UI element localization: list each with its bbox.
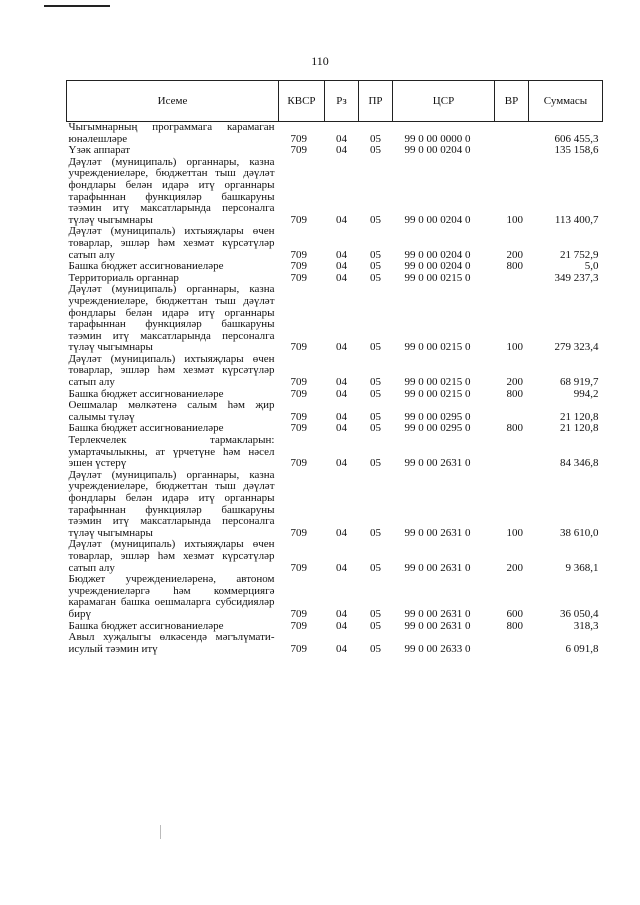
table-row: [67, 632, 603, 655]
cell-rz: 04: [336, 271, 347, 284]
cell-name: Башка бюджет ассигнованиеләре: [68, 260, 224, 273]
cell-pr: 05: [370, 422, 381, 435]
cell-csr: 99 0 00 0295 0: [404, 422, 471, 435]
cell-kvsr: 709: [290, 132, 307, 145]
cell-pr: 05: [370, 144, 381, 157]
table-body: [67, 122, 603, 656]
cell-sum: 5,0: [584, 260, 599, 273]
cell-csr: 99 0 00 0215 0: [404, 341, 471, 354]
cell-sum: 6 091,8: [565, 642, 599, 655]
cell-name: Үзәк аппарат: [68, 144, 131, 157]
cell-sum: 36 050,4: [560, 607, 599, 620]
header-csr: ЦСР: [393, 81, 495, 122]
cell-csr: 99 0 00 2631 0: [404, 561, 471, 574]
cell-sum: 994,2: [573, 387, 599, 400]
cell-pr: 05: [370, 260, 381, 273]
cell-rz: 04: [336, 248, 347, 261]
cell-sum: 279 323,4: [554, 341, 599, 354]
cell-vr: 800: [506, 422, 523, 435]
cell-rz: 04: [336, 607, 347, 620]
cell-sum: 68 919,7: [560, 376, 599, 389]
cell-csr: 99 0 00 0295 0: [404, 410, 471, 423]
cell-rz: 04: [336, 144, 347, 157]
cell-rz: 04: [336, 619, 347, 632]
cell-rz: 04: [336, 457, 347, 470]
cell-csr: 99 0 00 0215 0: [404, 271, 471, 284]
cell-name: Башка бюджет ассигнованиеләре: [68, 387, 224, 400]
cell-name: Чыгымнарның программага карамаган юнәлешләре: [68, 121, 275, 145]
cell-name: Авыл хуҗалыгы өлкәсендә мәгълүмати-исулый тәэмин итү: [68, 631, 275, 655]
cell-pr: 05: [370, 619, 381, 632]
cell-pr: 05: [370, 607, 381, 620]
cell-kvsr: 709: [290, 387, 307, 400]
cell-csr: 99 0 00 2631 0: [404, 607, 471, 620]
cell-vr: 100: [506, 526, 523, 539]
cell-vr: 800: [506, 387, 523, 400]
cell-vr: [495, 435, 529, 470]
cell-vr: 200: [506, 376, 523, 389]
cell-pr: 05: [370, 213, 381, 226]
cell-kvsr: 709: [290, 260, 307, 273]
cell-csr: 99 0 00 0204 0: [404, 213, 471, 226]
header-name: Исеме: [67, 81, 279, 122]
cell-name: Дәүләт (муниципаль) ихтыяҗлары өчен товарлар, эшләр һәм хезмәт күрсәтүләр сатып алу: [68, 225, 275, 261]
cell-kvsr: 709: [290, 248, 307, 261]
cell-vr: [495, 122, 529, 146]
header-sum: Суммасы: [529, 81, 603, 122]
table-row: [67, 261, 603, 273]
cell-vr: 800: [506, 260, 523, 273]
cell-name: Оешмалар мөлкәтенә салым һәм җир салымы түләү: [68, 399, 275, 423]
header-vr: ВР: [495, 81, 529, 122]
cell-vr: 600: [506, 607, 523, 620]
table-row: [67, 539, 603, 574]
table-row: [67, 284, 603, 354]
cell-kvsr: 709: [290, 410, 307, 423]
cell-vr: 100: [506, 213, 523, 226]
cell-rz: 04: [336, 213, 347, 226]
cell-pr: 05: [370, 561, 381, 574]
cell-sum: 38 610,0: [560, 526, 599, 539]
cell-sum: 21 752,9: [560, 248, 599, 261]
table-row: [67, 157, 603, 227]
cell-kvsr: 709: [290, 213, 307, 226]
cell-pr: 05: [370, 271, 381, 284]
cell-kvsr: 709: [290, 526, 307, 539]
cell-name: Башка бюджет ассигнованиеләре: [68, 422, 224, 435]
cell-rz: 04: [336, 410, 347, 423]
cell-csr: 99 0 00 0204 0: [404, 144, 471, 157]
table-row: [67, 122, 603, 146]
cell-sum: 606 455,3: [554, 132, 599, 145]
cell-rz: 04: [336, 526, 347, 539]
cell-kvsr: 709: [290, 376, 307, 389]
cell-name: Дәүләт (муниципаль) органнары, казна учреждениеләре, бюджеттан тыш дәүләт фондлары белән идарә итү органнары тарафыннан функцияләр башкаруны тәэмин итү максатларында персоналга түләү чыгымнары: [68, 468, 275, 539]
table-row: [67, 574, 603, 620]
cell-sum: 21 120,8: [560, 422, 599, 435]
cell-pr: 05: [370, 642, 381, 655]
cell-rz: 04: [336, 260, 347, 273]
cell-csr: 99 0 00 0204 0: [404, 248, 471, 261]
cell-name: Дәүләт (муниципаль) ихтыяҗлары өчен товарлар, эшләр һәм хезмәт күрсәтүләр сатып алу: [68, 352, 275, 389]
top-rule: [44, 5, 110, 7]
header-kvsr: КВСР: [279, 81, 325, 122]
cell-name: Дәүләт (муниципаль) органнары, казна учреждениеләре, бюджеттан тыш дәүләт фондлары белән идарә итү органнары тарафыннан функцияләр башкаруны тәэмин итү максатларында персоналга түләү чыгымнары: [68, 155, 275, 226]
cell-vr: 200: [506, 561, 523, 574]
header-pr: ПР: [359, 81, 393, 122]
cell-pr: 05: [370, 341, 381, 354]
cell-csr: 99 0 00 0000 0: [404, 132, 471, 145]
cell-pr: 05: [370, 132, 381, 145]
table-row: [67, 226, 603, 261]
cell-kvsr: 709: [290, 271, 307, 284]
cell-rz: 04: [336, 387, 347, 400]
cell-rz: 04: [336, 642, 347, 655]
cell-rz: 04: [336, 341, 347, 354]
cell-name: Дәүләт (муниципаль) органнары, казна учреждениеләре, бюджеттан тыш дәүләт фондлары белән идарә итү органнары тарафыннан функцияләр башкаруны тәэмин итү максатларында персоналга түләү чыгымнары: [68, 283, 275, 354]
cell-rz: 04: [336, 376, 347, 389]
cell-kvsr: 709: [290, 422, 307, 435]
cell-csr: 99 0 00 0204 0: [404, 260, 471, 273]
cell-kvsr: 709: [290, 607, 307, 620]
cell-name: Терлекчелек тармакларын: умартачылыкны, ат үрчетүне һәм нәсел эшен үстерү: [68, 434, 275, 470]
cell-vr: [495, 632, 529, 655]
cell-sum: 21 120,8: [560, 410, 599, 423]
cell-csr: 99 0 00 2631 0: [404, 457, 471, 470]
cell-rz: 04: [336, 561, 347, 574]
cell-name: Территориаль органнар: [68, 271, 179, 284]
table-row: [67, 435, 603, 470]
cell-vr: [495, 400, 529, 423]
cell-sum: 349 237,3: [554, 271, 599, 284]
cell-pr: 05: [370, 457, 381, 470]
cell-kvsr: 709: [290, 561, 307, 574]
cell-kvsr: 709: [290, 619, 307, 632]
cell-csr: 99 0 00 2631 0: [404, 619, 471, 632]
cell-sum: 84 346,8: [560, 457, 599, 470]
cell-pr: 05: [370, 248, 381, 261]
cell-rz: 04: [336, 422, 347, 435]
cell-name: Дәүләт (муниципаль) ихтыяҗлары өчен товарлар, эшләр һәм хезмәт күрсәтүләр сатып алу: [68, 538, 275, 574]
cell-csr: 99 0 00 0215 0: [404, 387, 471, 400]
cell-vr: [495, 145, 529, 157]
cell-name: Башка бюджет ассигнованиеләре: [68, 619, 224, 632]
cell-kvsr: 709: [290, 457, 307, 470]
cell-kvsr: 709: [290, 341, 307, 354]
cell-sum: 318,3: [573, 619, 599, 632]
cell-vr: 100: [506, 341, 523, 354]
cell-csr: 99 0 00 2631 0: [404, 526, 471, 539]
cell-kvsr: 709: [290, 144, 307, 157]
cell-pr: 05: [370, 387, 381, 400]
table-row: [67, 400, 603, 423]
cell-sum: 113 400,7: [554, 213, 599, 226]
cell-csr: 99 0 00 2633 0: [404, 642, 471, 655]
cell-pr: 05: [370, 410, 381, 423]
cell-sum: 135 158,6: [554, 144, 599, 157]
budget-table: [66, 80, 603, 655]
cell-kvsr: 709: [290, 642, 307, 655]
header-rz: Рз: [325, 81, 359, 122]
table-row: [67, 470, 603, 540]
table-header-row: [67, 81, 603, 122]
page-number: 110: [311, 54, 329, 68]
cell-rz: 04: [336, 132, 347, 145]
cell-vr: [495, 273, 529, 285]
table-row: [67, 354, 603, 389]
cell-name: Бюджет учреждениеләренә, автоном учреждениеләргә һәм коммерциягә карамаган башка оешмаларга субсидияләр бирү: [68, 573, 275, 620]
cell-csr: 99 0 00 0215 0: [404, 376, 471, 389]
cell-sum: 9 368,1: [565, 561, 599, 574]
cell-pr: 05: [370, 376, 381, 389]
margin-mark: [160, 825, 161, 839]
cell-vr: 800: [506, 619, 523, 632]
cell-vr: 200: [506, 248, 523, 261]
cell-pr: 05: [370, 526, 381, 539]
